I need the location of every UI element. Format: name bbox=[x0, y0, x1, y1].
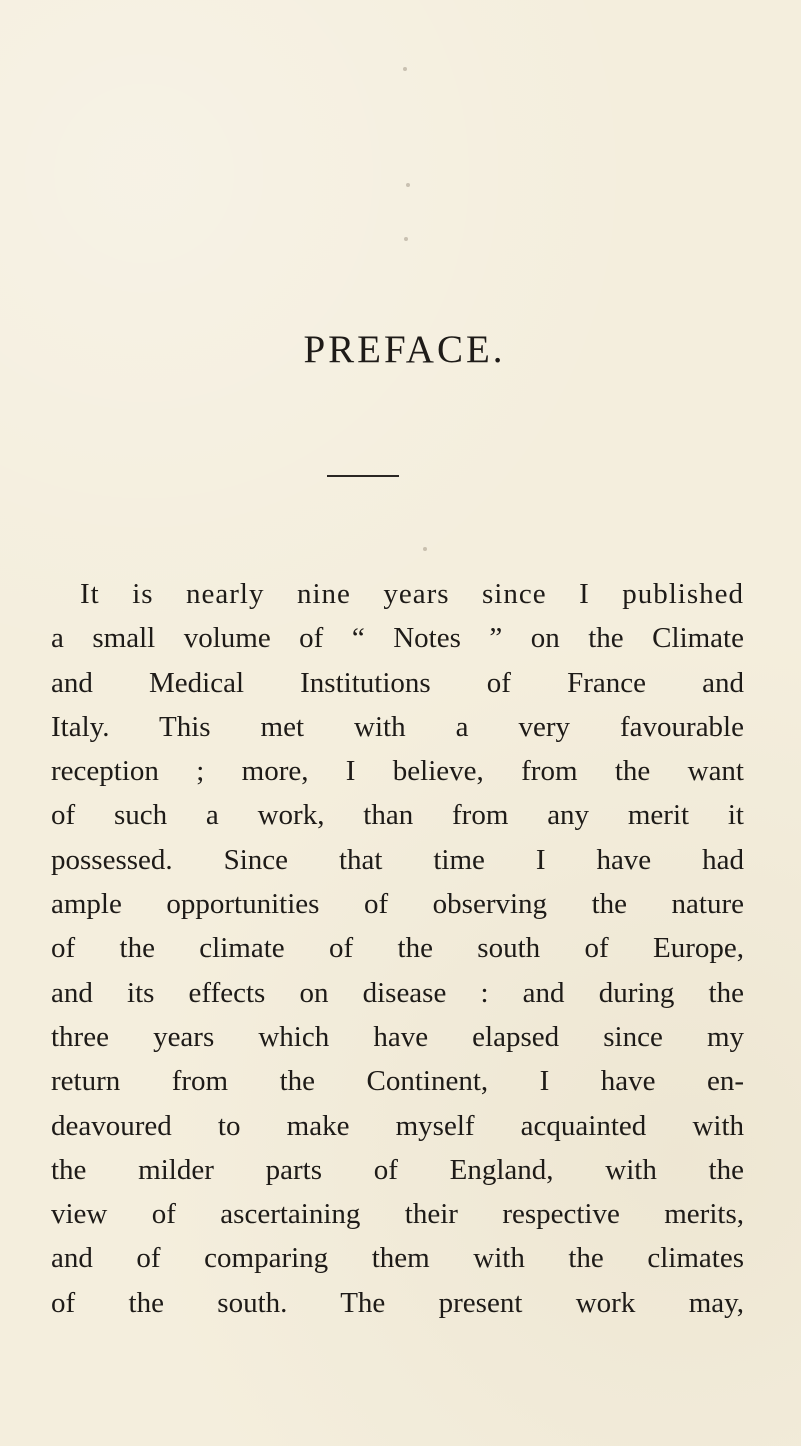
paragraph-line: view of ascertaining their respective merits, bbox=[51, 1198, 744, 1231]
paragraph-line: and of comparing them with the climates bbox=[51, 1242, 744, 1275]
paragraph-line: reception ; more, I believe, from the want bbox=[51, 755, 744, 788]
body-paragraph bbox=[51, 572, 744, 1325]
title-divider bbox=[327, 475, 399, 477]
paragraph-line: of the south. The present work may, bbox=[51, 1286, 744, 1319]
paragraph-line: deavoured to make myself acquainted with bbox=[51, 1109, 744, 1142]
paragraph-line: and its effects on disease : and during the bbox=[51, 976, 744, 1009]
paper-speck bbox=[406, 183, 410, 187]
paragraph-line: ample opportunities of observing the nature bbox=[51, 888, 744, 921]
paper-speck bbox=[403, 67, 407, 71]
paper-speck bbox=[423, 547, 427, 551]
paragraph-line: of such a work, than from any merit it bbox=[51, 799, 744, 832]
paragraph-line: the milder parts of England, with the bbox=[51, 1153, 744, 1186]
paragraph-line: return from the Continent, I have en- bbox=[51, 1065, 744, 1098]
paragraph-line: possessed. Since that time I have had bbox=[51, 843, 744, 876]
paper-speck bbox=[404, 237, 408, 241]
page-title: PREFACE. bbox=[303, 328, 506, 371]
paragraph-line: It is nearly nine years since I published bbox=[80, 578, 744, 610]
paragraph-line: of the climate of the south of Europe, bbox=[51, 932, 744, 965]
paragraph-line: a small volume of “ Notes ” on the Climate bbox=[51, 622, 744, 655]
paragraph-line: three years which have elapsed since my bbox=[51, 1020, 744, 1053]
paragraph-line: Italy. This met with a very favourable bbox=[51, 710, 744, 743]
paragraph-line: and Medical Institutions of France and bbox=[51, 666, 744, 699]
